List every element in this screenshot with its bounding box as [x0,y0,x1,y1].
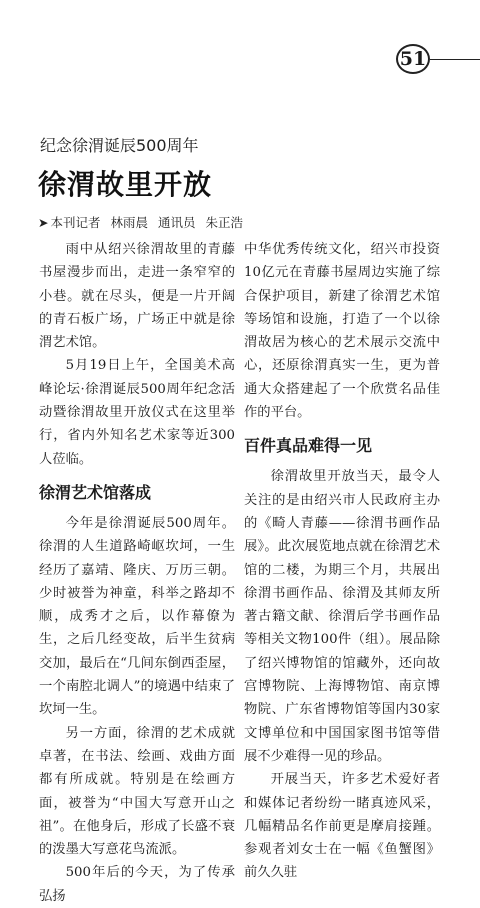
article-headline: 徐渭故里开放 [38,168,213,201]
paragraph: 雨中从绍兴徐渭故里的青藤书屋漫步而出，走进一条窄窄的小巷。就在尽头，便是一片开阔的青石板广场，广场正中就是徐渭艺术馆。 [39,242,235,351]
page-number: 51 [396,44,430,74]
byline-arrow-icon: ➤ [38,215,49,230]
section-heading: 百件真品难得一见 [244,436,373,456]
paragraph: 5月19日上午，全国美术高峰论坛·徐渭诞辰500周年纪念活动暨徐渭故里开放仪式在这里举行，省内外知名艺术家等近300人莅临。 [39,358,235,467]
byline-label: 本刊记者 [50,215,101,230]
paragraph: 中华优秀传统文化，绍兴市投资10亿元在青藤书屋周边实施了综合保护项目，新建了徐渭艺术馆等场馆和设施，打造了一个以徐渭故居为核心的艺术展示交流中心，还原徐渭真实一生，更为普通大众搭建起了一个欣赏名品佳作的平台。 [244,242,440,421]
byline-correspondent: 朱正浩 [205,215,244,230]
page-number-rule [430,59,480,60]
article-kicker: 纪念徐渭诞辰500周年 [40,136,199,155]
paragraph: 今年是徐渭诞辰500周年。徐渭的人生道路崎岖坎坷，一生经历了嘉靖、隆庆、万历三朝。少时被誉为神童，科举之路却不顺，成秀才之后，以作幕僚为生，之后几经变故，后半生贫病交加，最后在“几间东倒西歪屋，一个南腔北调人”的境遇中结束了坎坷一生。 [39,515,235,718]
right-column [244,238,440,885]
paragraph: 另一方面，徐渭的艺术成就卓著，在书法、绘画、戏曲方面都有所成就。特别是在绘画方面，被誉为“中国大写意开山之祖”。在他身后，形成了长盛不衰的泼墨大写意花鸟流派。 [39,725,235,858]
paragraph: 徐渭故里开放当天，最令人关注的是由绍兴市人民政府主办的《畸人青藤——徐渭书画作品展》。此次展览地点就在徐渭艺术馆的二楼，为期三个月，共展出徐渭书画作品、徐渭及其师友所著古籍文献、徐渭后学书画作品等相关文物100件（组）。展品除了绍兴博物馆的馆藏外，还向故宫博物院、上海博物馆、南京博物院、广东省博物馆等国内30家文博单位和中国国家图书馆等借展不少难得一见的珍品。 [244,469,440,764]
paragraph: 500年后的今天，为了传承弘扬 [39,865,235,904]
paragraph: 开展当天，许多艺术爱好者和媒体记者纷纷一睹真迹风采，几幅精品名作前更是摩肩接踵。参观者刘女士在一幅《鱼蟹图》前久久驻 [244,772,440,881]
byline [38,213,243,231]
left-column [39,238,235,908]
byline-reporter: 林雨晨 [110,215,149,230]
byline-role: 通讯员 [158,215,196,230]
section-heading: 徐渭艺术馆落成 [39,482,152,502]
